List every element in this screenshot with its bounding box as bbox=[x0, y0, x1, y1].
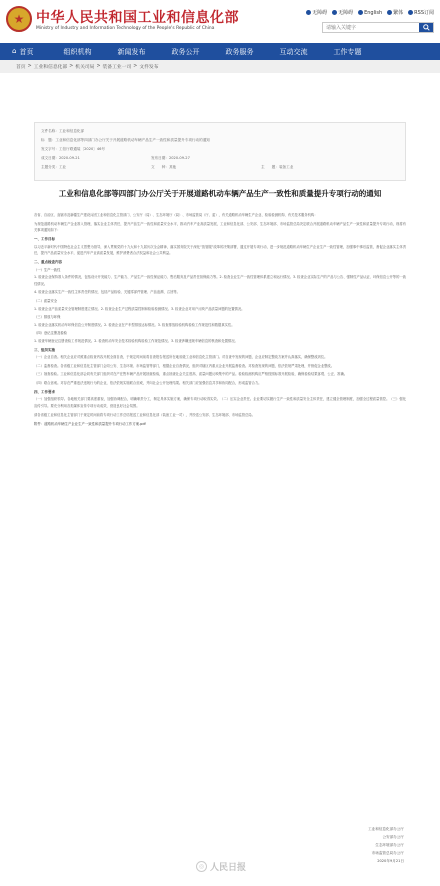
section-heading: 四、工作要求 bbox=[34, 389, 55, 394]
signature-line: 公安部办公厅 bbox=[382, 835, 404, 839]
signature-line: 工业和信息化部办公厅 bbox=[368, 827, 404, 831]
section-heading: 二、重点检查内容 bbox=[34, 259, 62, 264]
body-paragraph: 请各省级工业和信息化主管部门于规定时间前将专项行动工作总结报送工业和信息化部（装备工业一司），并抄送公安部、生态环境部、市场监管总局。 bbox=[34, 412, 255, 417]
signature-line: 市场监管总局办公厅 bbox=[371, 851, 404, 855]
star-icon: ★ bbox=[13, 12, 25, 26]
body-paragraph: 各省、自治区、直辖市及新疆生产建设兵团工业和信息化主管部门、公安厅（局）、生态环境厅（局）、市场监管局（厅、委），有关道路机动车辆生产企业、检验检测机构、有关技术服务机构： bbox=[34, 213, 318, 217]
signature-block bbox=[368, 825, 404, 865]
rss-icon bbox=[408, 10, 413, 15]
watermark-text: 人民日报 bbox=[210, 863, 247, 873]
search-icon bbox=[423, 24, 430, 31]
watermark bbox=[196, 860, 246, 873]
section-heading: （四）登记注册及检验 bbox=[34, 331, 67, 336]
accessibility-icon bbox=[332, 10, 337, 15]
body-paragraph: （四）联合惩戒。对存在严重违法违规行为的企业，依法依规实施联合惩戒，并向社会公开处理结果。相关部门应加强信息共享和协同配合，形成监管合力。 bbox=[34, 381, 262, 386]
body-paragraph: 以习近平新时代中国特色社会主义思想为指导，深入贯彻党的十九大和十九届历次全会精神，落实国务院关于深化“放管服”改革的决策部署，通过开展专项行动，进一步规范道路机动车辆生产企业生产一致性管理，加强事中事后监管，督促企业落实主体责任，提升产品质量安全水平，促进汽车产业高质量发展，维护消费者合法权益和社会公共利益。 bbox=[34, 244, 406, 256]
nav-item-interaction[interactable]: 互动交流 bbox=[279, 47, 308, 56]
breadcrumb-file-release[interactable]: 文件发布 bbox=[139, 65, 159, 70]
section-heading: （一）生产一致性 bbox=[34, 267, 61, 272]
section-heading: （三）排放与环保 bbox=[34, 315, 61, 320]
article-body bbox=[34, 212, 406, 428]
nav-item-services[interactable]: 政务服务 bbox=[225, 47, 254, 56]
site-title[interactable]: 中华人民共和国工业和信息化部 bbox=[36, 10, 239, 26]
top-link-accessibility[interactable]: 无障碍 bbox=[306, 9, 327, 16]
main-nav bbox=[0, 43, 440, 60]
top-link-traditional[interactable]: 繁体 bbox=[387, 9, 403, 16]
search-box bbox=[322, 22, 434, 33]
breadcrumb-home[interactable]: 首页 bbox=[16, 65, 26, 70]
signature-line: 生态环境部办公厅 bbox=[375, 843, 404, 847]
nav-item-organization[interactable]: 组织机构 bbox=[63, 47, 92, 56]
home-icon: ⌂ bbox=[12, 47, 17, 55]
top-link-rss[interactable]: RSS订阅 bbox=[408, 9, 434, 16]
document-meta bbox=[34, 122, 406, 181]
meta-row: 标 题：工业和信息化部等四部门办公厅关于开展道路机动车辆产品生产一致性和质量提升专项行动的通知 bbox=[41, 138, 210, 142]
search-button[interactable] bbox=[419, 23, 433, 32]
body-paragraph: 4. 检查企业落实生产一致性主体责任的情况，包括产品检验、关键零部件管理、产品追溯、召回等。 bbox=[34, 290, 180, 295]
breadcrumb-ministry[interactable]: 工业和信息化部 bbox=[33, 65, 68, 70]
article-title: 工业和信息化部等四部门办公厅关于开展道路机动车辆产品生产一致性和质量提升专项行动的通知 bbox=[58, 189, 382, 198]
body-paragraph: （一）加强组织领导。各地相关部门要高度重视，加强协调配合，明确职责分工，制定具体实施方案，确保专项行动取得实效。（二）压实企业责任。企业要切实履行生产一致性和质量安全主体责任，建立健全管理制度，加强全过程质量管控。（三）强化宣传引导。要充分利用各类媒体宣传专项行动成效，营造良好社会氛围。 bbox=[34, 397, 406, 409]
attachment-link[interactable]: 附件：道路机动车辆生产企业生产一致性和质量提升专项行动工作方案.pdf bbox=[34, 422, 146, 427]
meta-row: 文件名称：工业和信息化部 bbox=[41, 129, 85, 133]
national-emblem-logo[interactable] bbox=[6, 6, 32, 32]
breadcrumb-equipment-dept[interactable]: 装备工业一司 bbox=[102, 65, 132, 70]
globe-icon bbox=[358, 10, 363, 15]
body-paragraph: 1. 检查车辆登记注册查验工作规范情况。2. 检查机动车安全技术检验机构检验工作规范情况。3. 检查涉嫌违规车辆信息的核查和处置情况。 bbox=[34, 338, 238, 343]
nav-item-topics[interactable]: 工作专题 bbox=[333, 47, 362, 56]
top-link-accessibility-2[interactable]: 无障碍 bbox=[332, 9, 353, 16]
section-heading: （二）质量安全 bbox=[34, 298, 58, 303]
body-paragraph: （二）监督检查。各省级工业和信息化主管部门会同公安、生态环境、市场监管等部门，根据企业自查情况，组织对辖区内重点企业开展监督检查。对检查发现的问题，依法依规严肃处理，并督促企业整改。 bbox=[34, 363, 335, 368]
body-paragraph: 1. 检查企业保持准入条件的情况，包括设计开发能力、生产能力、产品生产一致性保证能力、售后服务及产品责任担保能力等。2. 检查企业生产一致性管理体系建立和运行情况。3. 检查企业实际生产的产品与公告、强制性产品认证、环保信息公开等的一致性情况。 bbox=[34, 275, 406, 286]
meta-row: 发文字号：工信厅联通装〔2020〕46号 bbox=[41, 147, 106, 151]
body-paragraph: （三）抽查检验。工业和信息化部会同有关部门组织对在产在售车辆产品开展抽查检验，重点抽查社会关注度高、质量问题反映集中的产品。检验检测机构应严格按照标准开展检验，确保检验结果客观、公正、准确。 bbox=[34, 372, 348, 377]
body-paragraph: 1. 检查企业落实机动车环保信息公开制度情况。2. 检查企业在产车型排放达标情况。3. 检查排放检验机构检验工作规范性和数据真实性。 bbox=[34, 322, 235, 327]
section-heading: 三、组织实施 bbox=[34, 347, 55, 352]
body-paragraph: 1. 检查企业产品质量安全管理制度建立情况。2. 检查企业生产过程质量控制和检验检测情况。3. 检查企业对用户反映产品质量问题的处置情况。 bbox=[34, 306, 245, 311]
nav-item-home[interactable]: 首页 bbox=[19, 47, 34, 56]
nav-item-news[interactable]: 新闻发布 bbox=[117, 47, 146, 56]
breadcrumb: 首页 > 工业和信息化部 > 机关司局 > 装备工业一司 > 文件发布 bbox=[0, 60, 440, 73]
site-header bbox=[0, 0, 440, 40]
signature-date: 2020年9月21日 bbox=[377, 859, 404, 863]
body-paragraph: 为规范道路机动车辆生产企业准入管理，落实企业主体责任，提升产品生产一致性和质量安全水平，推动汽车产业高质量发展，工业和信息化部、公安部、生态环境部、市场监管总局决定联合开展道路机动车辆产品生产一致性和质量提升专项行动，现将有关事项通知如下： bbox=[34, 221, 406, 233]
weibo-icon: ◎ bbox=[196, 861, 207, 872]
top-link-english[interactable]: English bbox=[358, 9, 382, 16]
accessibility-icon bbox=[306, 10, 311, 15]
meta-row: 主题分类：工业 文 种：其他 主 题：装备工业 bbox=[41, 165, 294, 169]
language-icon bbox=[387, 10, 392, 15]
breadcrumb-departments[interactable]: 机关司局 bbox=[75, 65, 95, 70]
site-subtitle: Ministry of Industry and Information Technology of the People's Republic of China bbox=[36, 26, 215, 31]
search-input[interactable] bbox=[323, 23, 419, 32]
section-heading: 一、工作目标 bbox=[34, 236, 55, 241]
body-paragraph: （一）企业自查。相关企业应对照重点检查内容开展全面自查，于规定时间前将自查报告报送所在地省级工业和信息化主管部门。对自查中发现的问题，企业应制定整改方案并认真落实，确保整改到位。 bbox=[34, 355, 328, 360]
meta-row: 成文日期：2020-09-21 发布日期：2020-09-27 bbox=[41, 156, 190, 160]
nav-item-public-affairs[interactable]: 政务公开 bbox=[171, 47, 200, 56]
top-links bbox=[306, 9, 434, 16]
